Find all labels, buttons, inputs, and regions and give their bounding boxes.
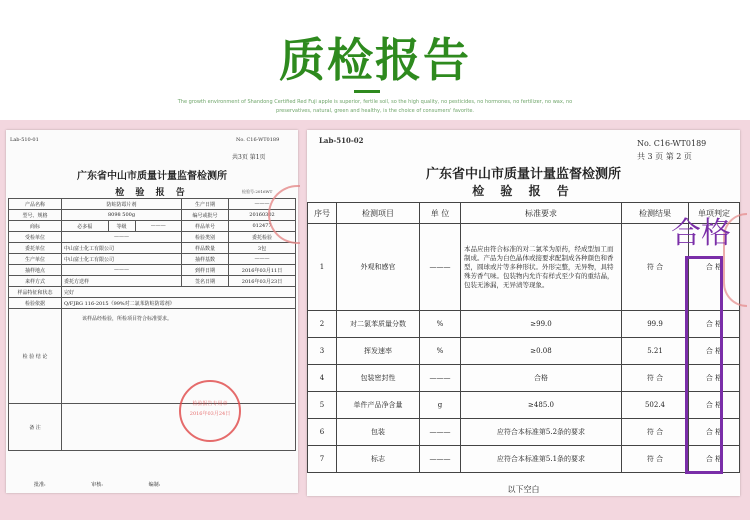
table-row: 委托单位 中山富士化工有限公司 样品数量 3包 [9, 243, 296, 254]
signature-row [34, 481, 294, 488]
institute-name: 广东省中山市质量计量监督检测所 [77, 171, 227, 182]
approve-label: 批准: [34, 482, 46, 488]
sample-info-table [8, 198, 296, 451]
report-page-2 [307, 130, 740, 496]
verdict-highlight-box [685, 256, 723, 474]
cert-number: 检验号:2016WT [242, 189, 273, 194]
table-row: 型号、规格 8098 500g 编号或批号 20160302 [9, 210, 296, 221]
table-row: 2 对二氯苯质量分数 % ≥99.0 99.9 合 格 [308, 311, 740, 338]
table-row: 5 单件产品净含量 g ≥485.0 502.4 合 格 [308, 392, 740, 419]
inspection-seal: 检验报告专用章 2016年03月24日 [179, 380, 241, 442]
page-info: 共 3 页 第 2 页 [637, 152, 692, 161]
report-number: No. C16-WT0189 [637, 139, 707, 148]
end-of-table-note: 以下空白 [507, 485, 540, 494]
report-title: 检 验 报 告 [472, 184, 575, 198]
table-row: 受检单位 ——— 检验类别 委托检验 [9, 232, 296, 243]
table-row: 6 包装 ——— 应符合本标准第5.2条的要求 符 合 合 格 [308, 419, 740, 446]
table-row: 样品特征和状态 完好 [9, 287, 296, 298]
pass-stamp: 合格 [671, 216, 731, 251]
review-label: 审核: [91, 482, 103, 488]
title-underline [354, 90, 380, 93]
table-row: 来样方式 委托方送样 签名日期 2016年03月23日 [9, 276, 296, 287]
table-row: 4 包装密封性 ——— 合格 符 合 合 格 [308, 365, 740, 392]
table-row: 检 验 结 论 该样品经检验，所检项目符合标准要求。 [9, 309, 296, 404]
table-row: 3 挥发速率 % ≥0.08 5.21 合 格 [308, 338, 740, 365]
table-row: 备 注 [9, 404, 296, 451]
banner-subtitle: The growth environment of Shandong Certified Red Fuji apple is superior, fertile soil, so the high quality, no pesticides, no hormones, no fertilizer, no wax, no preservatives, natural, green and healthy, is the choice of consumers' favorite. [177, 99, 573, 114]
lab-code: Lab-510-01 [10, 137, 39, 143]
institute-name: 广东省中山市质量计量监督检测所 [425, 167, 621, 182]
page-title: 质检报告 [279, 33, 471, 87]
table-row: 生产单位 中山富士化工有限公司 抽样基数 ——— [9, 254, 296, 265]
report-number: No. C16-WT0189 [236, 137, 280, 143]
table-row: 7 标志 ——— 应符合本标准第5.1条的要求 符 合 合 格 [308, 446, 740, 473]
table-row: 商标 必多福 等级 ——— 样品单号 012477 [9, 221, 296, 232]
table-row: 抽样地点 ——— 到样日期 2016年03月11日 [9, 265, 296, 276]
table-header-row: 序号 检测项目 单 位 标准要求 检测结果 单项判定 [308, 203, 740, 224]
report-page-1 [6, 130, 298, 493]
page-info: 共3页 第1页 [232, 154, 266, 161]
compile-label: 编制: [148, 482, 161, 488]
table-row: 检验依据 Q/FJBG 116-2015《99%对二氯苯防蛀防霉剂》 [9, 298, 296, 309]
table-row: 产品名称 防蛀防霉片剂 生产日期 ——— [9, 199, 296, 210]
table-row: 1 外观和感官 ——— 本品应由符合标准的对二氯苯为原药，经成型加工而制成。产品为白色晶体或接要求配制成各种颜色和香型，圆球或片等多种形状。外形完整，无异物，具特殊芳香气味。包装物内允许有样式至少有的重结晶，包装无渗漏，无异渍等现象。 符 合 合 格 [308, 224, 740, 311]
report-title: 检 验 报 告 [115, 188, 189, 198]
lab-code: Lab-510-02 [319, 136, 364, 145]
